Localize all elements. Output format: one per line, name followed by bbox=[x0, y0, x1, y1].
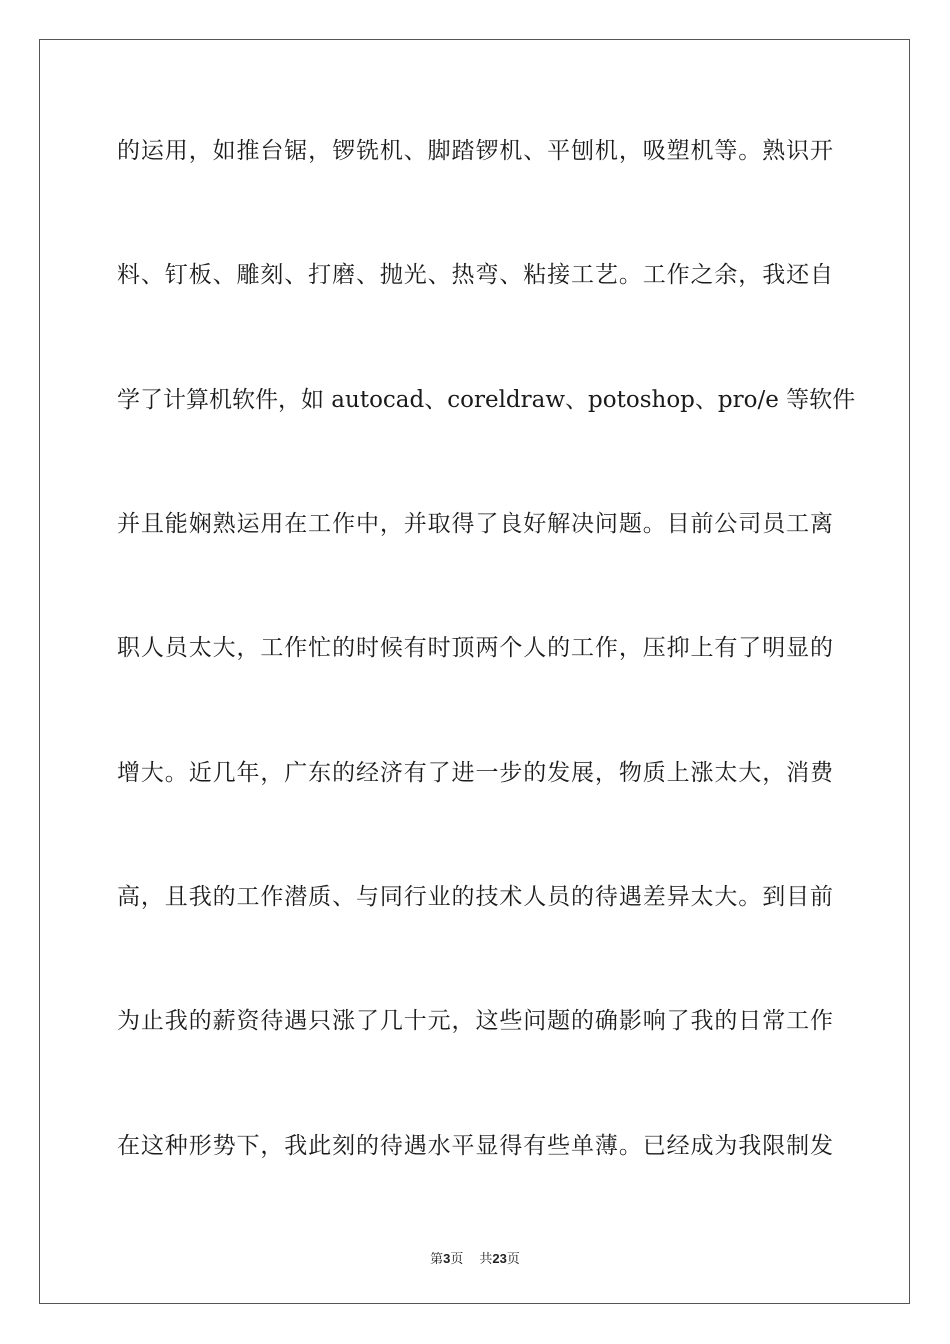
text-line: 增大。近几年，广东的经济有了进一步的发展，物质上涨太大，消费 bbox=[117, 760, 833, 786]
text-line: 的运用，如推台锯，锣铣机、脚踏锣机、平刨机，吸塑机等。熟识开 bbox=[117, 138, 833, 164]
page-prefix: 第 bbox=[430, 1252, 444, 1267]
total-suffix: 页 bbox=[506, 1252, 520, 1267]
text-line: 并且能娴熟运用在工作中，并取得了良好解决问题。目前公司员工离 bbox=[117, 511, 833, 537]
page-total: 23 bbox=[492, 1251, 507, 1266]
text-line: 学了计算机软件，如 autocad、coreldraw、potoshop、pro/e 等软件 bbox=[117, 387, 856, 413]
text-line: 职人员太大，工作忙的时候有时顶两个人的工作，压抑上有了明显的 bbox=[117, 635, 833, 661]
text-line: 在这种形势下，我此刻的待遇水平显得有些单薄。已经成为我限制发 bbox=[117, 1133, 833, 1159]
page-border bbox=[39, 39, 910, 1304]
page-footer bbox=[0, 1248, 950, 1267]
text-line: 为止我的薪资待遇只涨了几十元，这些问题的确影响了我的日常工作 bbox=[117, 1008, 833, 1034]
page-current: 3 bbox=[443, 1251, 451, 1266]
total-prefix: 共 bbox=[479, 1252, 493, 1267]
page-suffix: 页 bbox=[450, 1252, 464, 1267]
text-line: 料、钉板、雕刻、打磨、抛光、热弯、粘接工艺。工作之余，我还自 bbox=[117, 262, 833, 288]
text-line: 高，且我的工作潜质、与同行业的技术人员的待遇差异太大。到目前 bbox=[117, 884, 833, 910]
